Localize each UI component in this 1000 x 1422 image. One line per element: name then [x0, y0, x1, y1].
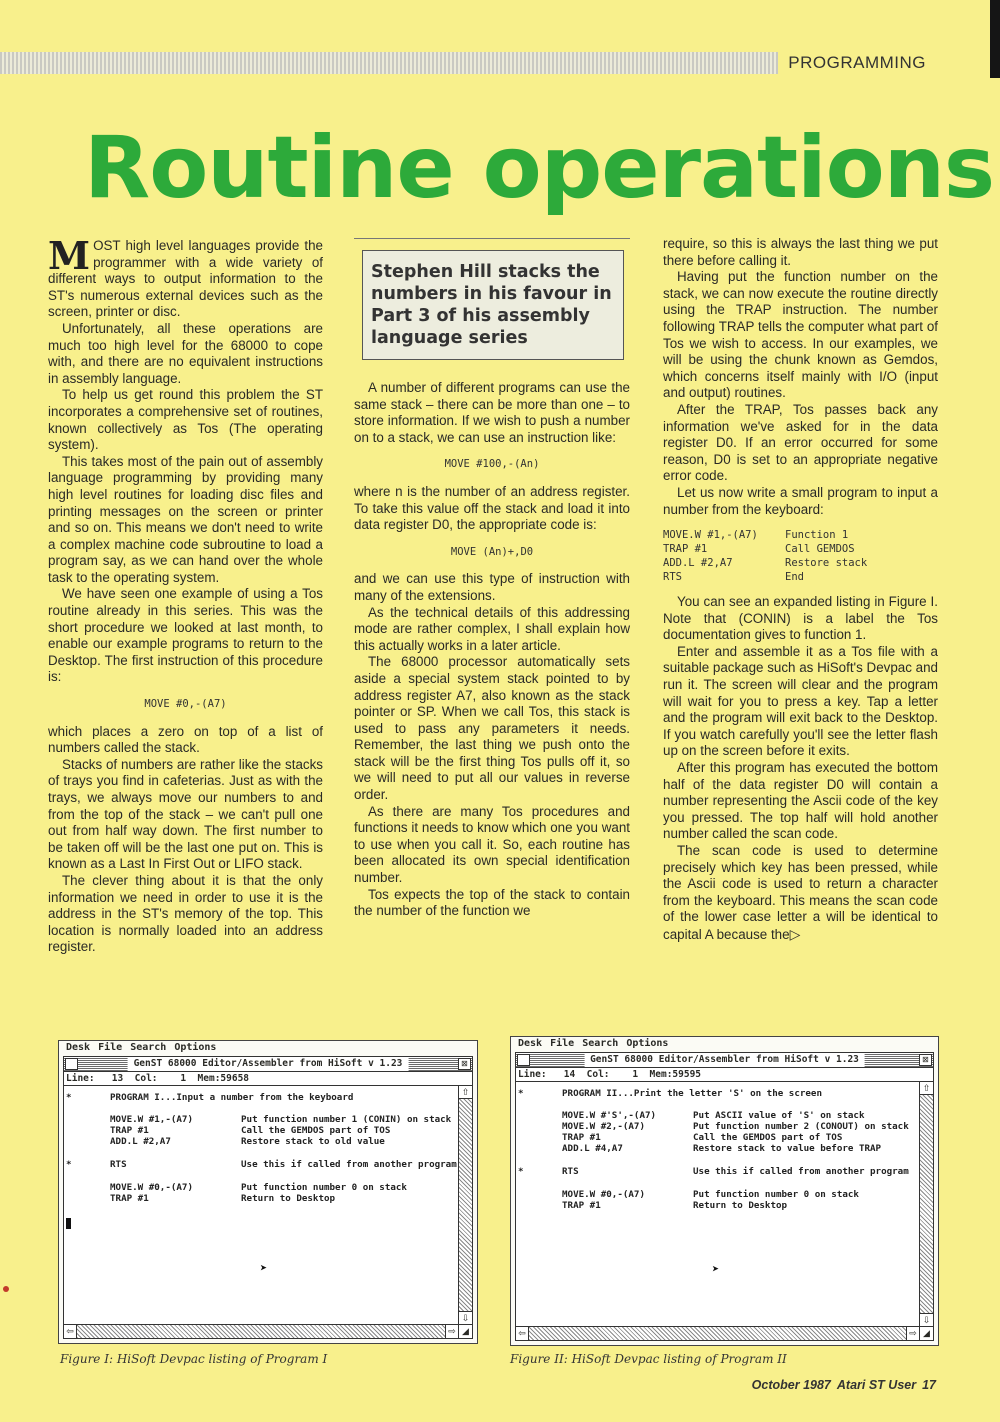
- page-footer: [746, 1378, 936, 1392]
- paragraph: and we can use this type of instruction with many of the extensions.: [354, 571, 630, 603]
- drop-cap: M: [48, 233, 91, 278]
- code-row: TRAP #1 Call GEMDOS: [663, 543, 855, 556]
- screenshot-figure-1: [58, 1040, 478, 1344]
- scroll-right-icon[interactable]: ⇨: [906, 1327, 919, 1340]
- paragraph: Stacks of numbers are rather like the stacks of trays you find in cafeterias. Just as with the trays, we always move our numbers to and from the top of the stack – we can't pull one out from half way down. The first number to be taken off will be the last one put on. This is known as a Last In First Out or LIFO stack.: [48, 756, 323, 872]
- fullscreen-box-icon[interactable]: ⊠: [919, 1054, 932, 1066]
- menu-file[interactable]: File: [550, 1038, 575, 1049]
- paragraph: where n is the number of an address register. To take this value off the stack and load it into data register D0, the appropriate code is:: [354, 483, 630, 533]
- editor-window: [63, 1056, 473, 1339]
- screenshot-figure-2: [510, 1036, 939, 1346]
- paragraph: Let us now write a small program to input a number from the keyboard:: [663, 484, 938, 517]
- paragraph: A number of different programs can use the same stack – there can be more than one – to store information. If we wish to push a number on to a stack, we can use an instruction like:: [354, 380, 630, 445]
- code-row: MOVE.W #1,-(A7) Function 1: [663, 529, 849, 542]
- code-row: ADD.L #2,A7 Restore stack: [663, 557, 868, 570]
- horizontal-scrollbar[interactable]: [64, 1324, 458, 1338]
- paragraph: To help us get round this problem the ST incorporates a comprehensive set of routines, known collectively as Tos (The operating system).: [48, 387, 323, 453]
- headline: Routine operations: [84, 118, 995, 218]
- paragraph: Unfortunately, all these operations are much too high level for the 68000 to cope with, and there are no equivalent instructions in assembly language.: [48, 320, 323, 386]
- paragraph: As there are many Tos procedures and functions it needs to know which one you want to use when you call it. So, each routine has been allocated its own special identification number.: [354, 803, 630, 886]
- continue-arrow-icon: ▷: [789, 925, 801, 942]
- menu-desk[interactable]: Desk: [66, 1042, 91, 1053]
- horizontal-scrollbar[interactable]: [516, 1326, 919, 1340]
- scroll-left-icon[interactable]: ⇦: [64, 1325, 77, 1338]
- paragraph: After this program has executed the bottom half of the data register D0 will contain a number representing the Ascii code of the key you pressed. The top half will hold another number called the scan code.: [663, 760, 938, 842]
- scroll-left-icon[interactable]: ⇦: [516, 1327, 529, 1340]
- paragraph: The clever thing about it is that the only information we need in order to use it is the address in the ST's memory of the top. This location is normally loaded into an address register.: [48, 872, 323, 955]
- menu-bar: [511, 1037, 938, 1051]
- resize-box-icon[interactable]: ◢: [458, 1324, 472, 1338]
- resize-box-icon[interactable]: ◢: [919, 1326, 933, 1340]
- editor-text-area[interactable]: * PROGRAM II...Print the letter 'S' on the screen MOVE.W #'S',-(A7) Put ASCII value of 'S' on stack MOVE.W #2,-(A7) Put function number 2 (CONOUT) on stack TRAP #1 Call the GEMDOS part of TOS ADD.L #4,A7 Restore stack to value before TRAP * RTS Use this if called from another program MOVE.W #0,-(A7) Put function number 0 on stack TRAP #1 Return to Desktop ➤: [518, 1088, 909, 1276]
- text-cursor: [66, 1218, 71, 1229]
- paragraph: We have seen one example of using a Tos routine already in this series. This was the short procedure we looked at last month, to enable our example programs to return to the Desktop. The first instruction of this procedure is:: [48, 586, 323, 685]
- paragraph: Enter and assemble it as a Tos file with a suitable package such as HiSoft's Devpac and run it. The screen will clear and the program will wait for you to press a key. Tap a letter and the program will exit back to the Desktop. If you watch carefully you'll see the letter flash up on the screen before it exits.: [663, 643, 938, 759]
- margin-mark: [3, 1286, 9, 1292]
- scroll-up-icon[interactable]: ⇧: [920, 1082, 933, 1095]
- paragraph: which places a zero on top of a list of numbers called the stack.: [48, 723, 323, 756]
- paragraph: This takes most of the pain out of assembly language programming by providing many high level routines for loading disc files and printing messages on the screen or printer and so on. This means we don't need to write a complex machine code subroutine to load a program say, as we can hand over the whole task to the operating system.: [48, 453, 323, 585]
- code-line: MOVE (An)+,D0: [450, 545, 534, 558]
- scroll-down-icon[interactable]: ⇩: [920, 1313, 933, 1326]
- paragraph: You can see an expanded listing in Figure I. Note that (CONIN) is a label the Tos documentation gives to function 1.: [663, 594, 938, 643]
- column-1: [48, 233, 323, 956]
- info-line: Line: 14 Col: 1 Mem:59595: [516, 1068, 933, 1082]
- page-edge-mark: [990, 0, 1000, 78]
- scroll-up-icon[interactable]: ⇧: [459, 1086, 472, 1099]
- paragraph: After the TRAP, Tos passes back any information we've asked for in the data register D0. If an error occurred for some reason, D0 is set to an appropriate negative error code.: [663, 401, 938, 484]
- mouse-pointer-icon: ➤: [712, 1262, 720, 1276]
- paragraph: The 68000 processor automatically sets aside a special system stack pointed to by address register A7, also known as the stack pointer or SP. When we call Tos, this stack is used to pass any parameters it needs. Remember, the last thing we push onto the stack will be the first thing Tos pulls off it, so we will need to put all our values in reverse order.: [354, 654, 630, 803]
- menu-file[interactable]: File: [98, 1042, 123, 1053]
- close-box-icon[interactable]: [517, 1054, 530, 1066]
- menu-bar: [59, 1041, 477, 1055]
- paragraph-text: OST high level languages provide the programmer with a wide variety of different ways to output information to the ST's numerous external devices such as the screen, printer or disc.: [48, 238, 323, 320]
- figure-2-caption: Figure II: HiSoft Devpac listing of Program II: [510, 1352, 787, 1366]
- code-line: MOVE #0,-(A7): [144, 698, 227, 711]
- window-title: GenST 68000 Editor/Assembler from HiSoft v 1.23: [128, 1057, 409, 1071]
- editor-window: [515, 1052, 934, 1341]
- menu-options[interactable]: Options: [174, 1042, 217, 1053]
- issue-date: October 1987: [751, 1378, 831, 1392]
- window-title-bar[interactable]: [64, 1057, 472, 1072]
- section-label: PROGRAMMING: [778, 52, 930, 74]
- column-rule: [354, 238, 630, 239]
- menu-desk[interactable]: Desk: [518, 1038, 543, 1049]
- menu-search[interactable]: Search: [582, 1038, 619, 1049]
- mouse-pointer-icon: ➤: [260, 1261, 268, 1275]
- magazine-name: Atari ST User: [836, 1378, 917, 1392]
- menu-options[interactable]: Options: [626, 1038, 669, 1049]
- paragraph-text: The scan code is used to determine precisely which key has been pressed, while the Ascii code is used to return a character from the keyboard. This means the scan code of the lower case letter a will be identical to capital A because the: [663, 843, 938, 942]
- paragraph: Tos expects the top of the stack to contain the number of the function we: [354, 886, 630, 919]
- paragraph: [663, 843, 938, 944]
- paragraph: Having put the function number on the stack, we can now execute the routine directly using the TRAP instruction. The number following TRAP tells the computer what part of Tos we wish to access. In our examples, we will be using the chunk known as Gemdos, which concerns itself mainly with I/O (input and output) routines.: [663, 269, 938, 401]
- code-listing: [663, 528, 867, 584]
- paragraph: As the technical details of this addressing mode are rather complex, I shall explain how this actually works in a later article.: [354, 604, 630, 653]
- paragraph: require, so this is always the last thing we put there before calling it.: [663, 236, 938, 268]
- standfirst-box: Stephen Hill stacks the numbers in his favour in Part 3 of his assembly language series: [362, 250, 624, 360]
- vertical-scrollbar[interactable]: [458, 1086, 472, 1324]
- editor-text-area[interactable]: * PROGRAM I...Input a number from the keyboard MOVE.W #1,-(A7) Put function number 1 (CONIN) on stack TRAP #1 Call the GEMDOS part of TOS ADD.L #2,A7 Restore stack to old value * RTS Use this if called from another program MOVE.W #0,-(A7) Put function number 0 on stack TRAP #1 Return to Desktop ➤: [66, 1092, 457, 1275]
- close-box-icon[interactable]: [65, 1058, 78, 1070]
- column-2: [354, 238, 630, 920]
- menu-search[interactable]: Search: [130, 1042, 167, 1053]
- window-title: GenST 68000 Editor/Assembler from HiSoft v 1.23: [584, 1053, 865, 1067]
- column-3: [663, 236, 938, 944]
- window-title-bar[interactable]: [516, 1053, 933, 1068]
- fullscreen-box-icon[interactable]: ⊠: [458, 1058, 471, 1070]
- page-number: 17: [922, 1378, 936, 1392]
- code-line: MOVE #100,-(An): [444, 458, 540, 471]
- figure-1-caption: Figure I: HiSoft Devpac listing of Program I: [60, 1352, 328, 1366]
- vertical-scrollbar[interactable]: [919, 1082, 933, 1326]
- scroll-down-icon[interactable]: ⇩: [459, 1311, 472, 1324]
- info-line: Line: 13 Col: 1 Mem:59658: [64, 1072, 472, 1086]
- scroll-right-icon[interactable]: ⇨: [445, 1325, 458, 1338]
- paragraph: [48, 233, 323, 321]
- code-row: RTS End: [663, 571, 804, 584]
